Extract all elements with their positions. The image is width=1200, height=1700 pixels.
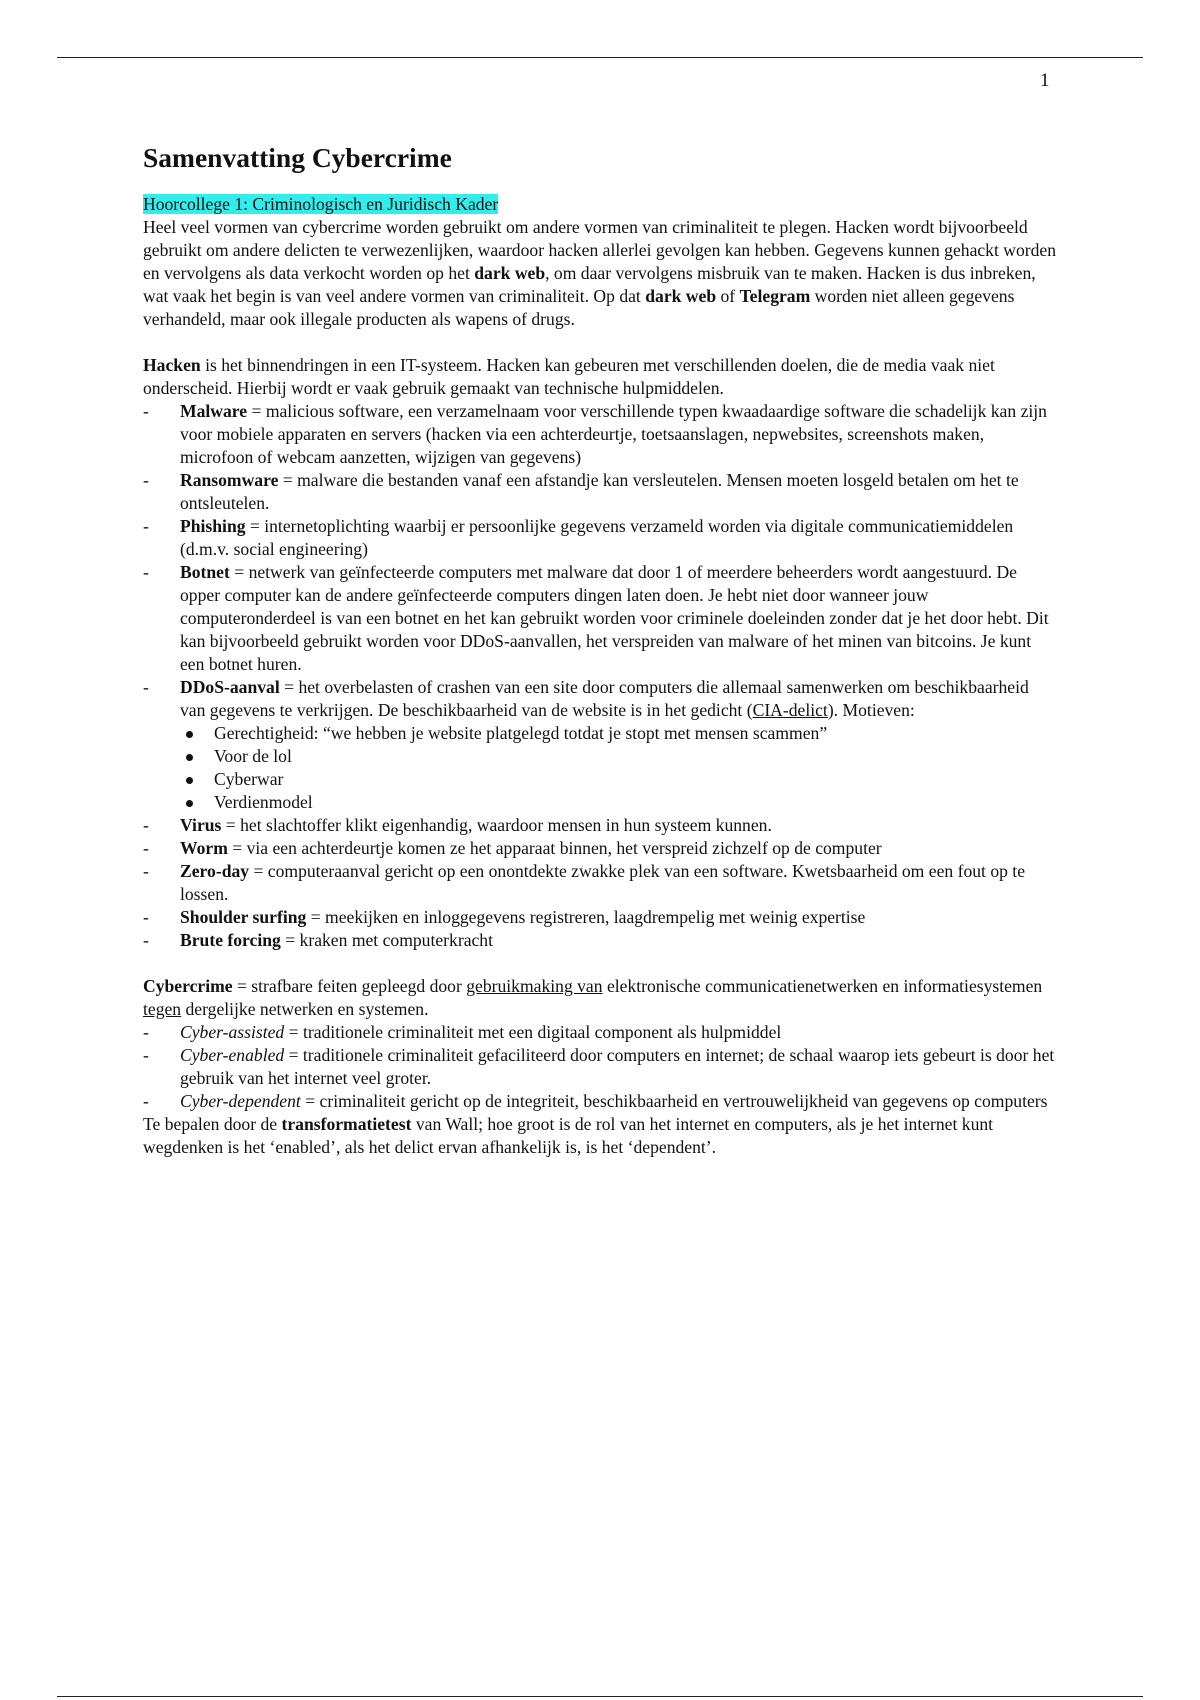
page-number: 1: [1040, 70, 1050, 91]
motive-item: Gerechtigheid: “we hebben je website platgelegd totdat je stopt met mensen scammen”: [214, 722, 1058, 745]
list-item-cyber-assisted: - Cyber-assisted = traditionele criminaliteit met een digitaal component als hulpmiddel: [143, 1021, 1058, 1044]
bullet-icon: [186, 754, 193, 761]
document-title: Samenvatting Cybercrime: [143, 142, 452, 173]
cybercrime-paragraph: Cybercrime = strafbare feiten gepleegd door gebruikmaking van elektronische communicatienetwerken en informatiesystemen tegen dergelijke netwerken en systemen.: [143, 976, 1043, 1019]
list-item-cyber-dependent: - Cyber-dependent = criminaliteit gericht op de integriteit, beschikbaarheid en vertrouwelijkheid van gegevens op computers: [143, 1090, 1058, 1113]
intro-paragraph: Heel veel vormen van cybercrime worden gebruikt om andere vormen van criminaliteit te plegen. Hacken wordt bijvoorbeeld gebruikt om andere delicten te verwezenlijken, waardoor hacken allerlei gevolgen kan hebben. Gegevens kunnen gehackt worden en vervolgens als data verkocht worden op het dark web, om daar vervolgens misbruik van te maken. Hacken is dus inbreken, wat vaak het begin is van veel andere vormen van criminaliteit. Op dat dark web of Telegram worden niet alleen gegevens verhandeld, maar ook illegale producten als wapens of drugs.: [143, 217, 1057, 329]
list-item-virus: - Virus = het slachtoffer klikt eigenhandig, waardoor mensen in hun systeem kunnen.: [143, 814, 1058, 837]
list-item-phishing: - Phishing = internetoplichting waarbij er persoonlijke gegevens verzameld worden via digitale communicatiemiddelen (d.m.v. social engineering): [143, 515, 1058, 561]
list-item-zero-day: - Zero-day = computeraanval gericht op een onontdekte zwakke plek van een software. Kwetsbaarheid om een fout op te lossen.: [143, 860, 1058, 906]
cia-delict-link: CIA-delict: [752, 700, 828, 720]
bullet-icon: [186, 800, 193, 807]
motive-item: Cyberwar: [214, 768, 1058, 791]
list-item-cyber-enabled: - Cyber-enabled = traditionele criminaliteit gefaciliteerd door computers en internet; de schaal waarop iets gebeurt is door het gebruik van het internet veel groter.: [143, 1044, 1058, 1090]
motives-list: [180, 722, 1058, 814]
motive-item: Verdienmodel: [214, 791, 1058, 814]
list-item-shoulder-surfing: - Shoulder surfing = meekijken en inloggegevens registreren, laagdrempelig met weinig expertise: [143, 906, 1058, 929]
footer-rule: [57, 1696, 1143, 1697]
hacken-list: [143, 400, 1058, 952]
document-body: [143, 140, 1058, 1159]
list-item-ransomware: - Ransomware = malware die bestanden vanaf een afstandje kan versleutelen. Mensen moeten losgeld betalen om het te ontsleutelen.: [143, 469, 1058, 515]
list-item-worm: - Worm = via een achterdeurtje komen ze het apparaat binnen, het verspreid zichzelf op de computer: [143, 837, 1058, 860]
list-item-brute-forcing: - Brute forcing = kraken met computerkracht: [143, 929, 1058, 952]
cybercrime-list: [143, 1021, 1058, 1113]
hacken-paragraph: Hacken is het binnendringen in een IT-systeem. Hacken kan gebeuren met verschillenden doelen, die de media vaak niet onderscheid. Hierbij wordt er vaak gebruik gemaakt van technische hulpmiddelen.: [143, 355, 995, 398]
list-item-ddos: - DDoS-aanval = het overbelasten of crashen van een site door computers die allemaal samenwerken om beschikbaarheid van gegevens te verkrijgen. De beschikbaarheid van de website is in het gedicht (CIA-delict). Motieven: Gerechtigheid: “we hebben je website platgelegd totdat je stopt met mensen scammen” Voor de lol Cyberwar Verdienmodel: [143, 676, 1058, 814]
bullet-icon: [186, 731, 193, 738]
closing-paragraph: Te bepalen door de transformatietest van Wall; hoe groot is de rol van het internet en computers, als je het internet kunt wegdenken is het ‘enabled’, als het delict ervan afhankelijk is, is het ‘dependent’.: [143, 1114, 994, 1157]
bullet-icon: [186, 777, 193, 784]
list-item-botnet: - Botnet = netwerk van geïnfecteerde computers met malware dat door 1 of meerdere beheerders wordt aangestuurd. De opper computer kan de andere geïnfecteerde computers dingen laten doen. Je hebt niet door wanneer jouw computeronderdeel is van een botnet en het kan gebruikt worden voor criminele doeleinden zonder dat je het door hebt. Dit kan bijvoorbeeld gebruikt worden voor DDoS-aanvallen, het verspreiden van malware of het minen van bitcoins. Je kunt een botnet huren.: [143, 561, 1058, 676]
section-heading: [143, 193, 1058, 216]
section-heading-text: Hoorcollege 1: Criminologisch en Juridisch Kader: [143, 194, 499, 214]
header-rule: [57, 57, 1143, 58]
motive-item: Voor de lol: [214, 745, 1058, 768]
list-item-malware: - Malware = malicious software, een verzamelnaam voor verschillende typen kwaadaardige software die schadelijk kan zijn voor mobiele apparaten en servers (hacken via een achterdeurtje, toetsaanslagen, nepwebsites, screenshots maken, microfoon of webcam aanzetten, wijzigen van gegevens): [143, 400, 1058, 469]
